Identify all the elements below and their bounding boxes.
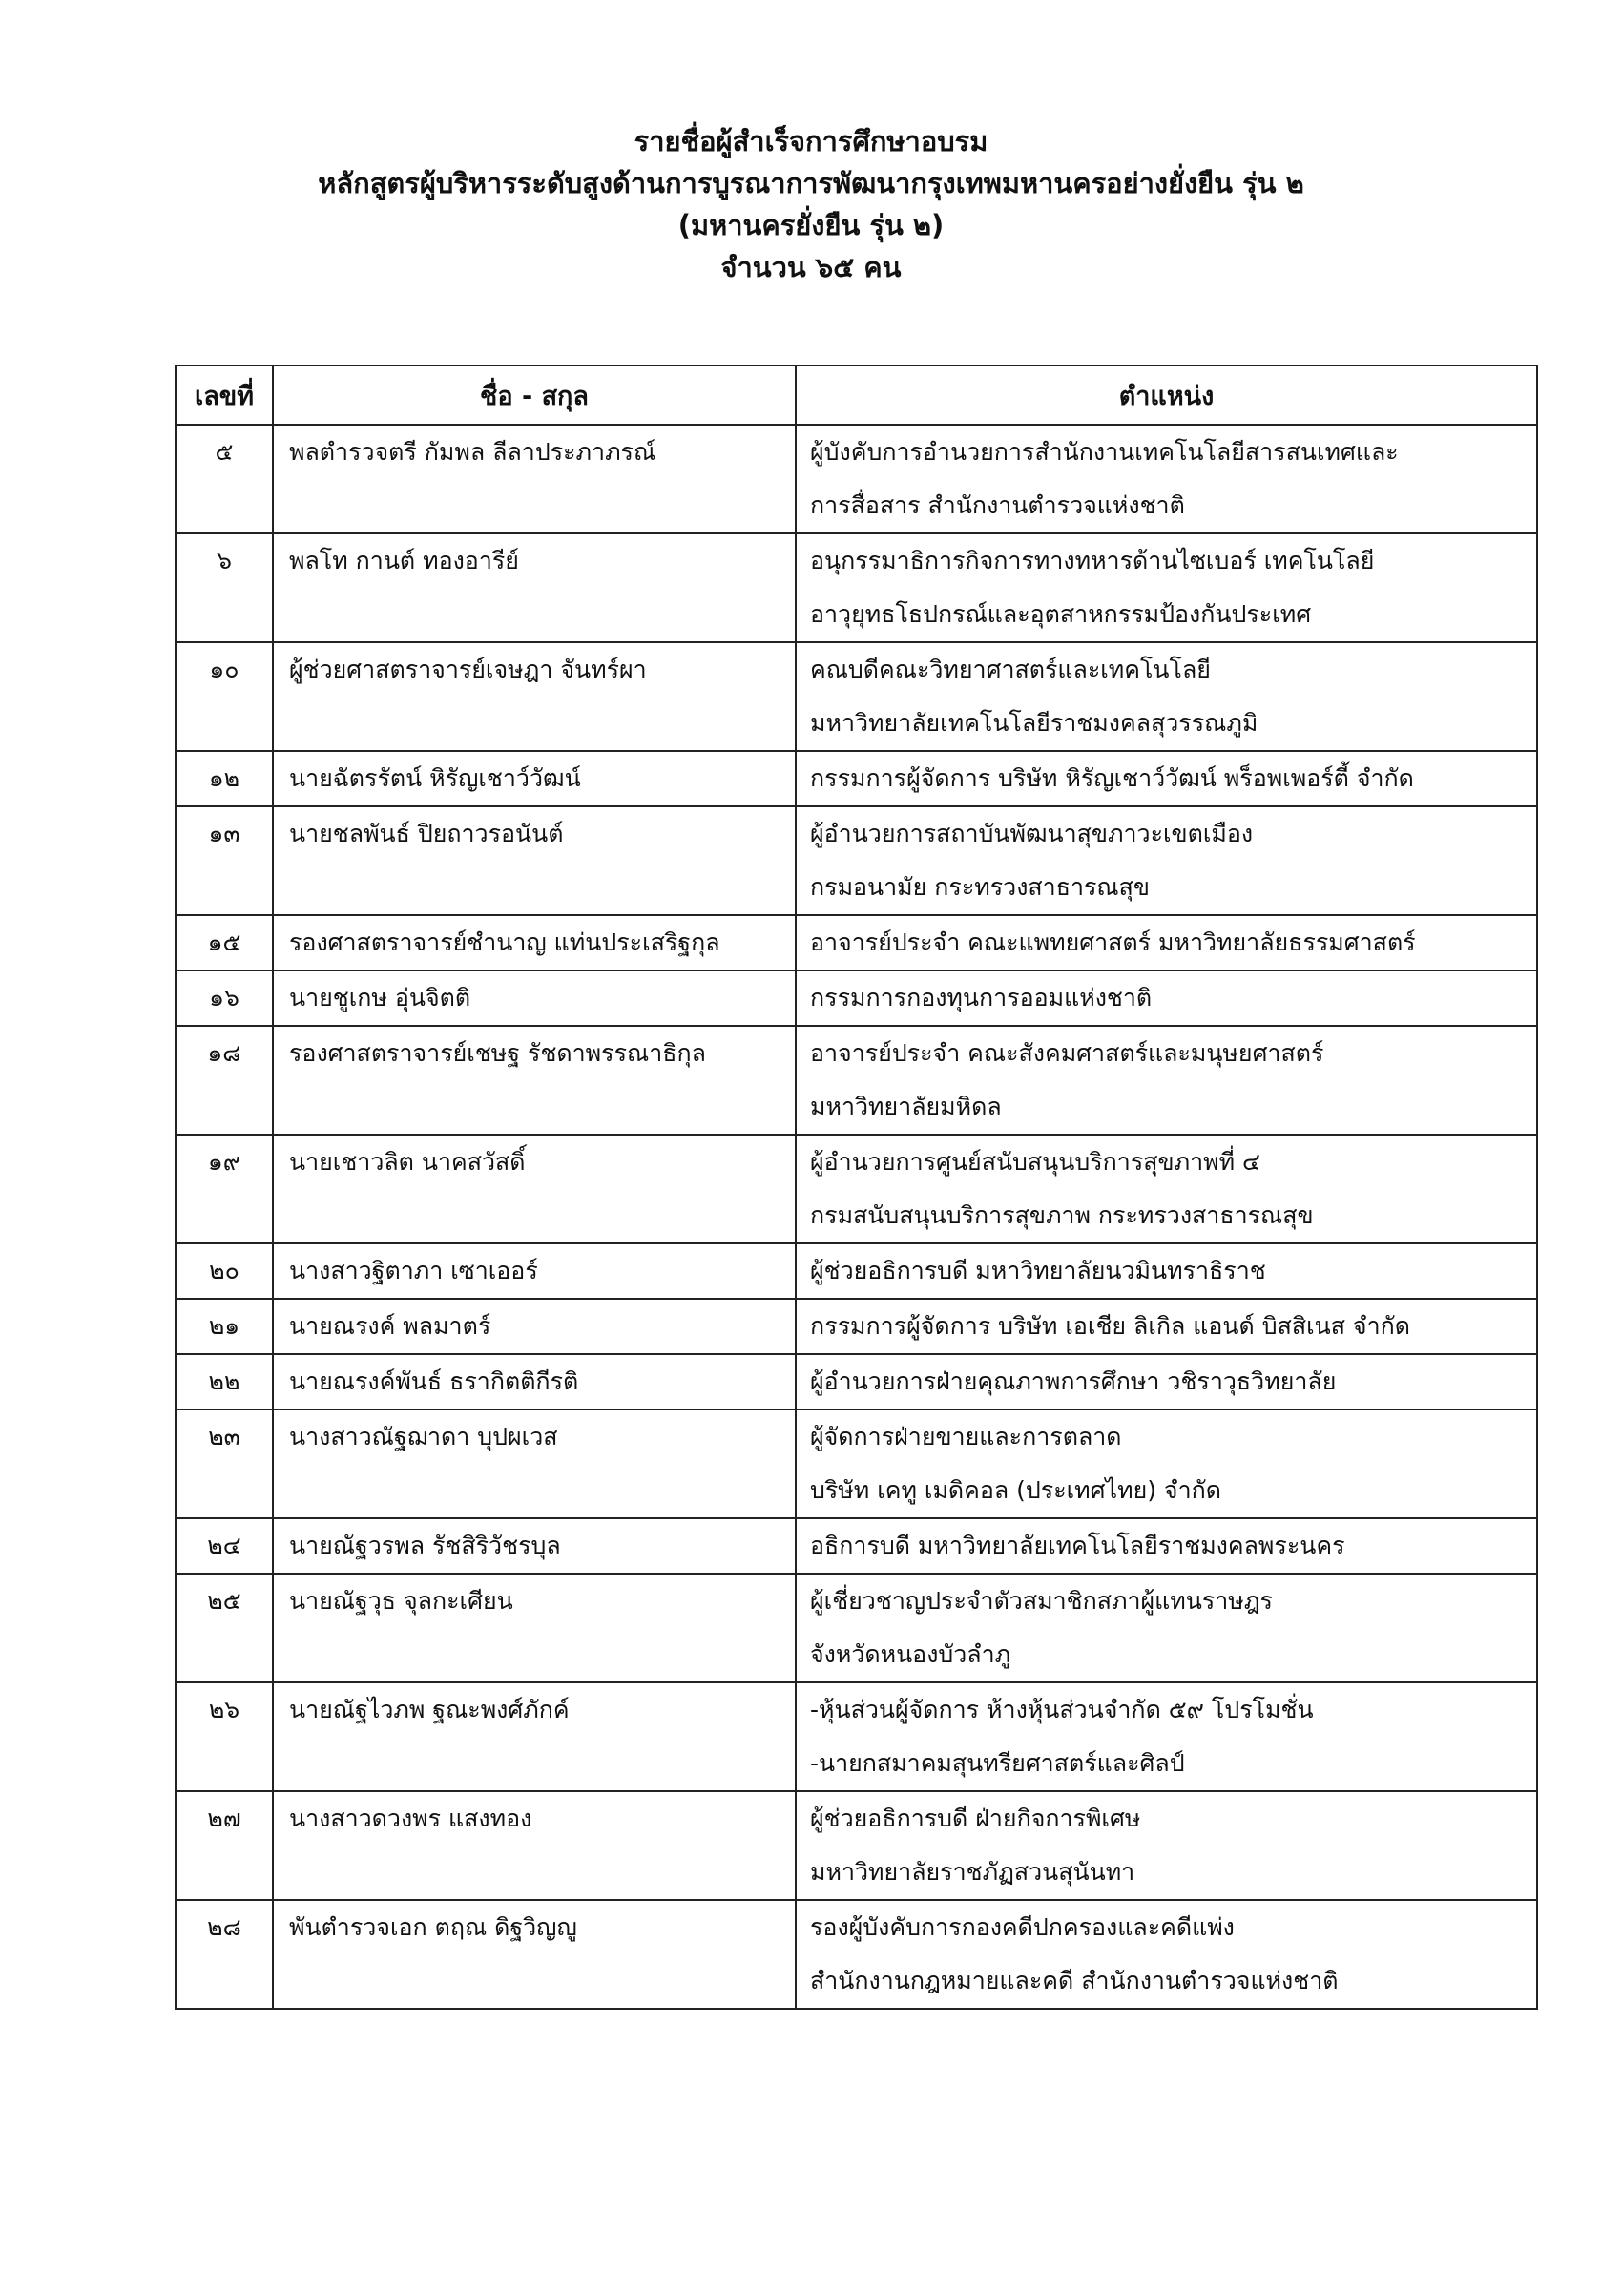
- position-line: กรรมการกองทุนการออมแห่งชาติ: [810, 984, 1153, 1012]
- person-name-text: พลตำรวจตรี กัมพล ลีลาประภาภรณ์: [289, 438, 656, 466]
- position-line: กรรมการผู้จัดการ บริษัท เอเชีย ลิเกิล แอนด์ บิสสิเนส จำกัด: [810, 1312, 1410, 1340]
- row-number-text: ๕: [215, 438, 234, 466]
- table-header-row: [176, 365, 1537, 425]
- graduates-table: [175, 365, 1538, 2010]
- position-line: บริษัท เคทู เมดิคอล (ประเทศไทย) จำกัด: [810, 1476, 1221, 1504]
- row-number-text: ๑๕: [207, 929, 241, 956]
- row-number: [176, 1354, 273, 1409]
- row-number-text: ๒๕: [207, 1587, 241, 1615]
- person-name: [273, 1518, 796, 1574]
- person-position: [796, 1518, 1537, 1574]
- row-number-text: ๑๖: [209, 984, 239, 1012]
- row-number-text: ๑๐: [209, 656, 239, 683]
- person-name-text: นายณัฐวุธ จุลกะเศียน: [289, 1587, 513, 1615]
- row-number: [176, 1791, 273, 1900]
- person-name-text: นางสาวฐิตาภา เซาเออร์: [289, 1257, 538, 1284]
- person-position: [796, 806, 1537, 915]
- person-name: [273, 751, 796, 806]
- position-line: ผู้จัดการฝ่ายขายและการตลาด: [810, 1423, 1122, 1451]
- person-name: [273, 1299, 796, 1354]
- person-position: [796, 1026, 1537, 1135]
- position-line: ผู้ช่วยอธิการบดี ฝ่ายกิจการพิเศษ: [810, 1805, 1141, 1832]
- table-row: [176, 642, 1537, 751]
- person-name-text: นายณัฐวรพล รัชสิริวัชรบุล: [289, 1532, 561, 1559]
- person-name-text: นางสาวณัฐฌาดา บุปผเวส: [289, 1423, 558, 1451]
- row-number: [176, 1900, 273, 2009]
- person-name: [273, 915, 796, 971]
- position-line: ผู้อำนวยการฝ่ายคุณภาพการศึกษา วชิราวุธวิทยาลัย: [810, 1367, 1337, 1395]
- column-header-position: ตำแหน่ง: [796, 365, 1537, 425]
- person-position: [796, 1299, 1537, 1354]
- person-position: [796, 533, 1537, 642]
- person-name-text: รองศาสตราจารย์เชษฐ รัชดาพรรณาธิกุล: [289, 1039, 706, 1067]
- position-line: อาจารย์ประจำ คณะแพทยศาสตร์ มหาวิทยาลัยธรรมศาสตร์: [810, 929, 1416, 956]
- table-row: [176, 1135, 1537, 1243]
- person-name: [273, 1026, 796, 1135]
- person-position: [796, 1135, 1537, 1243]
- table-row: [176, 533, 1537, 642]
- position-line: ผู้อำนวยการสถาบันพัฒนาสุขภาวะเขตเมือง: [810, 820, 1254, 847]
- person-name-text: นายณรงค์ พลมาตร์: [289, 1312, 491, 1340]
- table-body: [176, 425, 1537, 2009]
- position-line: อธิการบดี มหาวิทยาลัยเทคโนโลยีราชมงคลพระนคร: [810, 1532, 1345, 1559]
- row-number-text: ๒๒: [208, 1367, 240, 1395]
- row-number-text: ๒๓: [208, 1423, 240, 1451]
- table-row: [176, 806, 1537, 915]
- position-line: อนุกรรมาธิการกิจการทางทหารด้านไซเบอร์ เทคโนโลยี: [810, 547, 1375, 574]
- course-name: หลักสูตรผู้บริหารระดับสูงด้านการบูรณาการพัฒนากรุงเทพมหานครอย่างยั่งยืน รุ่น ๒: [318, 167, 1304, 199]
- person-position: [796, 1243, 1537, 1299]
- person-position: [796, 1574, 1537, 1682]
- person-name-text: พันตำรวจเอก ตฤณ ดิฐวิญญู: [289, 1913, 577, 1941]
- row-number: [176, 1574, 273, 1682]
- table-row: [176, 1518, 1537, 1574]
- position-line: มหาวิทยาลัยมหิดล: [810, 1093, 1002, 1120]
- row-number: [176, 1135, 273, 1243]
- row-number: [176, 971, 273, 1026]
- person-name-text: นายเชาวลิต นาคสวัสดิ์: [289, 1148, 526, 1176]
- person-position: [796, 1409, 1537, 1518]
- table-row: [176, 1574, 1537, 1682]
- person-position: [796, 425, 1537, 533]
- table-row: [176, 1299, 1537, 1354]
- row-number-text: ๖: [217, 547, 232, 574]
- table-row: [176, 1682, 1537, 1791]
- person-name: [273, 971, 796, 1026]
- row-number: [176, 533, 273, 642]
- person-position: [796, 1354, 1537, 1409]
- table-row: [176, 1409, 1537, 1518]
- row-number: [176, 425, 273, 533]
- position-line: ผู้เชี่ยวชาญประจำตัวสมาชิกสภาผู้แทนราษฎร: [810, 1587, 1273, 1615]
- row-number: [176, 1682, 273, 1791]
- person-name-text: ผู้ช่วยศาสตราจารย์เจษฎา จันทร์ผา: [289, 656, 647, 683]
- person-position: [796, 642, 1537, 751]
- row-number-text: ๒๖: [208, 1696, 240, 1723]
- column-header-number: เลขที่: [176, 365, 273, 425]
- person-name-text: นางสาวดวงพร แสงทอง: [289, 1805, 532, 1832]
- position-line: จังหวัดหนองบัวลำภู: [810, 1640, 1011, 1668]
- column-header-name: ชื่อ - สกุล: [273, 365, 796, 425]
- person-position: [796, 971, 1537, 1026]
- position-line: กรรมการผู้จัดการ บริษัท หิรัญเชาว์วัฒน์ พร็อพเพอร์ตี้ จำกัด: [810, 764, 1414, 792]
- participant-count: จำนวน ๖๕ คน: [720, 251, 902, 283]
- row-number: [176, 1518, 273, 1574]
- position-line: กรมอนามัย กระทรวงสาธารณสุข: [810, 873, 1150, 901]
- row-number: [176, 1299, 273, 1354]
- person-name: [273, 1791, 796, 1900]
- person-name: [273, 1900, 796, 2009]
- position-line: ผู้อำนวยการศูนย์สนับสนุนบริการสุขภาพที่ ๔: [810, 1148, 1260, 1176]
- person-position: [796, 751, 1537, 806]
- person-position: [796, 1682, 1537, 1791]
- person-name-text: พลโท กานต์ ทองอารีย์: [289, 547, 519, 574]
- person-name: [273, 1354, 796, 1409]
- row-number-text: ๑๘: [207, 1039, 241, 1067]
- row-number-text: ๑๒: [208, 764, 240, 792]
- person-name-text: นายชูเกษ อุ่นจิตติ: [289, 984, 471, 1012]
- person-name: [273, 1135, 796, 1243]
- person-name-text: นายณรงค์พันธ์ ธรากิตติกีรติ: [289, 1367, 579, 1395]
- person-name-text: นายฉัตรรัตน์ หิรัญเชาว์วัฒน์: [289, 764, 581, 792]
- row-number: [176, 642, 273, 751]
- row-number-text: ๒๗: [207, 1805, 241, 1832]
- row-number-text: ๒๐: [209, 1257, 239, 1284]
- row-number-text: ๑๙: [207, 1148, 241, 1176]
- position-line: ผู้บังคับการอำนวยการสำนักงานเทคโนโลยีสารสนเทศและ: [810, 438, 1399, 466]
- row-number-text: ๑๓: [208, 820, 240, 847]
- person-name: [273, 642, 796, 751]
- person-position: [796, 915, 1537, 971]
- row-number-text: ๒๘: [207, 1913, 241, 1941]
- row-number: [176, 1243, 273, 1299]
- position-line: อาวุยุทธโธปกรณ์และอุตสาหกรรมป้องกันประเทศ: [810, 600, 1312, 628]
- table-row: [176, 1354, 1537, 1409]
- position-line: มหาวิทยาลัยเทคโนโลยีราชมงคลสุวรรณภูมิ: [810, 709, 1258, 737]
- person-name: [273, 425, 796, 533]
- row-number: [176, 1409, 273, 1518]
- position-line: กรมสนับสนุนบริการสุขภาพ กระทรวงสาธารณสุข: [810, 1201, 1314, 1229]
- person-position: [796, 1791, 1537, 1900]
- position-line: คณบดีคณะวิทยาศาสตร์และเทคโนโลยี: [810, 656, 1211, 683]
- table-row: [176, 751, 1537, 806]
- position-line: การสื่อสาร สำนักงานตำรวจแห่งชาติ: [810, 491, 1185, 519]
- table-row: [176, 915, 1537, 971]
- position-line: ผู้ช่วยอธิการบดี มหาวิทยาลัยนวมินทราธิราช: [810, 1257, 1266, 1284]
- document-header: [0, 120, 1622, 288]
- person-name-text: นายณัฐไวภพ ฐณะพงศ์ภักค์: [289, 1696, 570, 1723]
- table-row: [176, 1243, 1537, 1299]
- table-row: [176, 1026, 1537, 1135]
- row-number-text: ๒๔: [207, 1532, 241, 1559]
- table-row: [176, 971, 1537, 1026]
- position-line: -หุ้นส่วนผู้จัดการ ห้างหุ้นส่วนจำกัด ๕๙ โปรโมชั่น: [810, 1696, 1314, 1723]
- table-row: [176, 1900, 1537, 2009]
- row-number: [176, 751, 273, 806]
- row-number: [176, 1026, 273, 1135]
- position-line: -นายกสมาคมสุนทรียศาสตร์และศิลป์: [810, 1749, 1185, 1777]
- person-name-text: นายชลพันธ์ ปิยถาวรอนันต์: [289, 820, 564, 847]
- person-name: [273, 1409, 796, 1518]
- table-row: [176, 425, 1537, 533]
- position-line: มหาวิทยาลัยราชภัฏสวนสุนันทา: [810, 1858, 1135, 1886]
- position-line: สำนักงานกฎหมายและคดี สำนักงานตำรวจแห่งชาติ: [810, 1967, 1339, 1994]
- person-position: [796, 1900, 1537, 2009]
- person-name: [273, 1243, 796, 1299]
- row-number-text: ๒๑: [208, 1312, 240, 1340]
- row-number: [176, 915, 273, 971]
- position-line: รองผู้บังคับการกองคดีปกครองและคดีแพ่ง: [810, 1913, 1235, 1941]
- person-name-text: รองศาสตราจารย์ชำนาญ แท่นประเสริฐกุล: [289, 929, 720, 956]
- document-title: รายชื่อผู้สำเร็จการศึกษาอบรม: [634, 125, 988, 157]
- position-line: อาจารย์ประจำ คณะสังคมศาสตร์และมนุษยศาสตร์: [810, 1039, 1324, 1067]
- row-number: [176, 806, 273, 915]
- course-short-name: (มหานครยั่งยืน รุ่น ๒): [677, 209, 945, 241]
- person-name: [273, 1682, 796, 1791]
- person-name: [273, 806, 796, 915]
- person-name: [273, 1574, 796, 1682]
- person-name: [273, 533, 796, 642]
- table-row: [176, 1791, 1537, 1900]
